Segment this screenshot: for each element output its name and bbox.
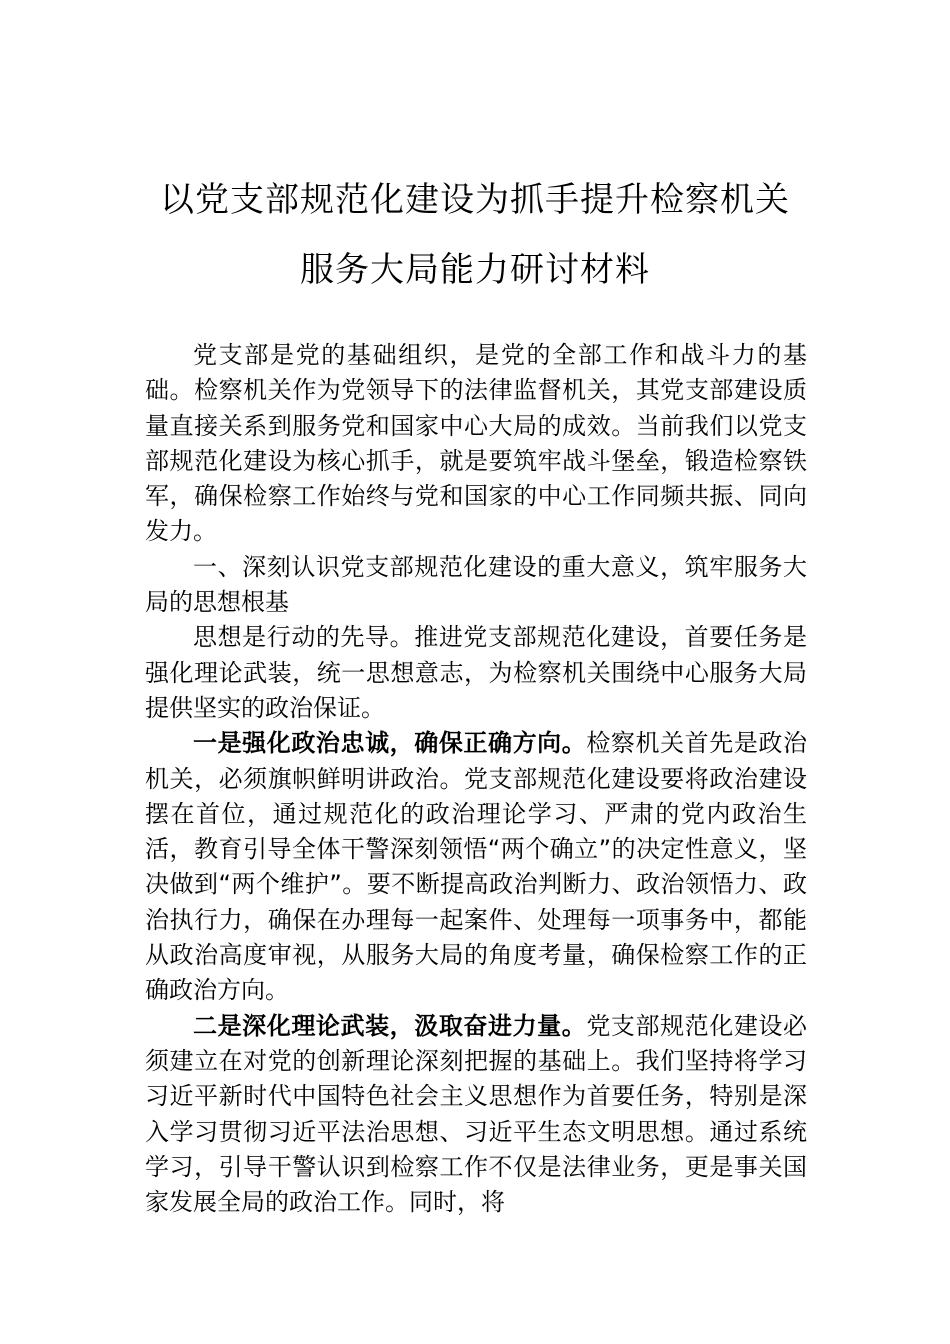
section-heading-text: 一、深刻认识党支部规范化建设的重大意义，筑牢服务大局的思想根基 <box>145 552 807 617</box>
document-body <box>145 338 807 1220</box>
paragraph-intro <box>145 338 807 550</box>
paragraph-text: 党支部规范化建设必须建立在对党的创新理论深刻把握的基础上。我们坚持将学习习近平新时代中国特色社会主义思想作为首要任务，特别是深入学习贯彻习近平法治思想、习近平生态文明思想。通过系统学习，引导干警认识到检察工作不仅是法律业务，更是事关国家发展全局的政治工作。同时，将 <box>145 1011 808 1217</box>
document-title-line-2: 服务大局能力研讨材料 <box>300 250 650 290</box>
paragraph-text: 党支部是党的基础组织，是党的全部工作和战斗力的基础。检察机关作为党领导下的法律监督机关，其党支部建设质量直接关系到服务党和国家中心大局的成效。当前我们以党支部规范化建设为核心抓手，就是要筑牢战斗堡垒，锻造检察铁军，确保检察工作始终与党和国家的中心工作同频共振、同向发力。 <box>145 341 807 546</box>
paragraph-lead: 一是强化政治忠诚，确保正确方向。 <box>193 729 587 758</box>
paragraph-text: 思想是行动的先导。推进党支部规范化建设，首要任务是强化理论武装，统一思想意志，为检察机关围绕中心服务大局提供坚实的政治保证。 <box>145 623 807 722</box>
paragraph-point-2 <box>145 1009 807 1221</box>
document-title-line-1: 以党支部规范化建设为抓手提升检察机关 <box>160 180 790 220</box>
section-heading-1 <box>145 550 807 621</box>
paragraph-text: 检察机关首先是政治机关，必须旗帜鲜明讲政治。党支部规范化建设要将政治建设摆在首位，通过规范化的政治理论学习、严肃的党内政治生活，教育引导全体干警深刻领悟“两个确立”的决定性意义，坚决做到“两个维护”。要不断提高政治判断力、政治领悟力、政治执行力，确保在办理每一起案件、处理每一项事务中，都能从政治高度审视，从服务大局的角度考量，确保检察工作的正确政治方向。 <box>145 729 808 1005</box>
paragraph-section-intro <box>145 620 807 726</box>
paragraph-lead: 二是深化理论武装，汲取奋进力量。 <box>193 1011 587 1040</box>
paragraph-point-1 <box>145 726 807 1008</box>
